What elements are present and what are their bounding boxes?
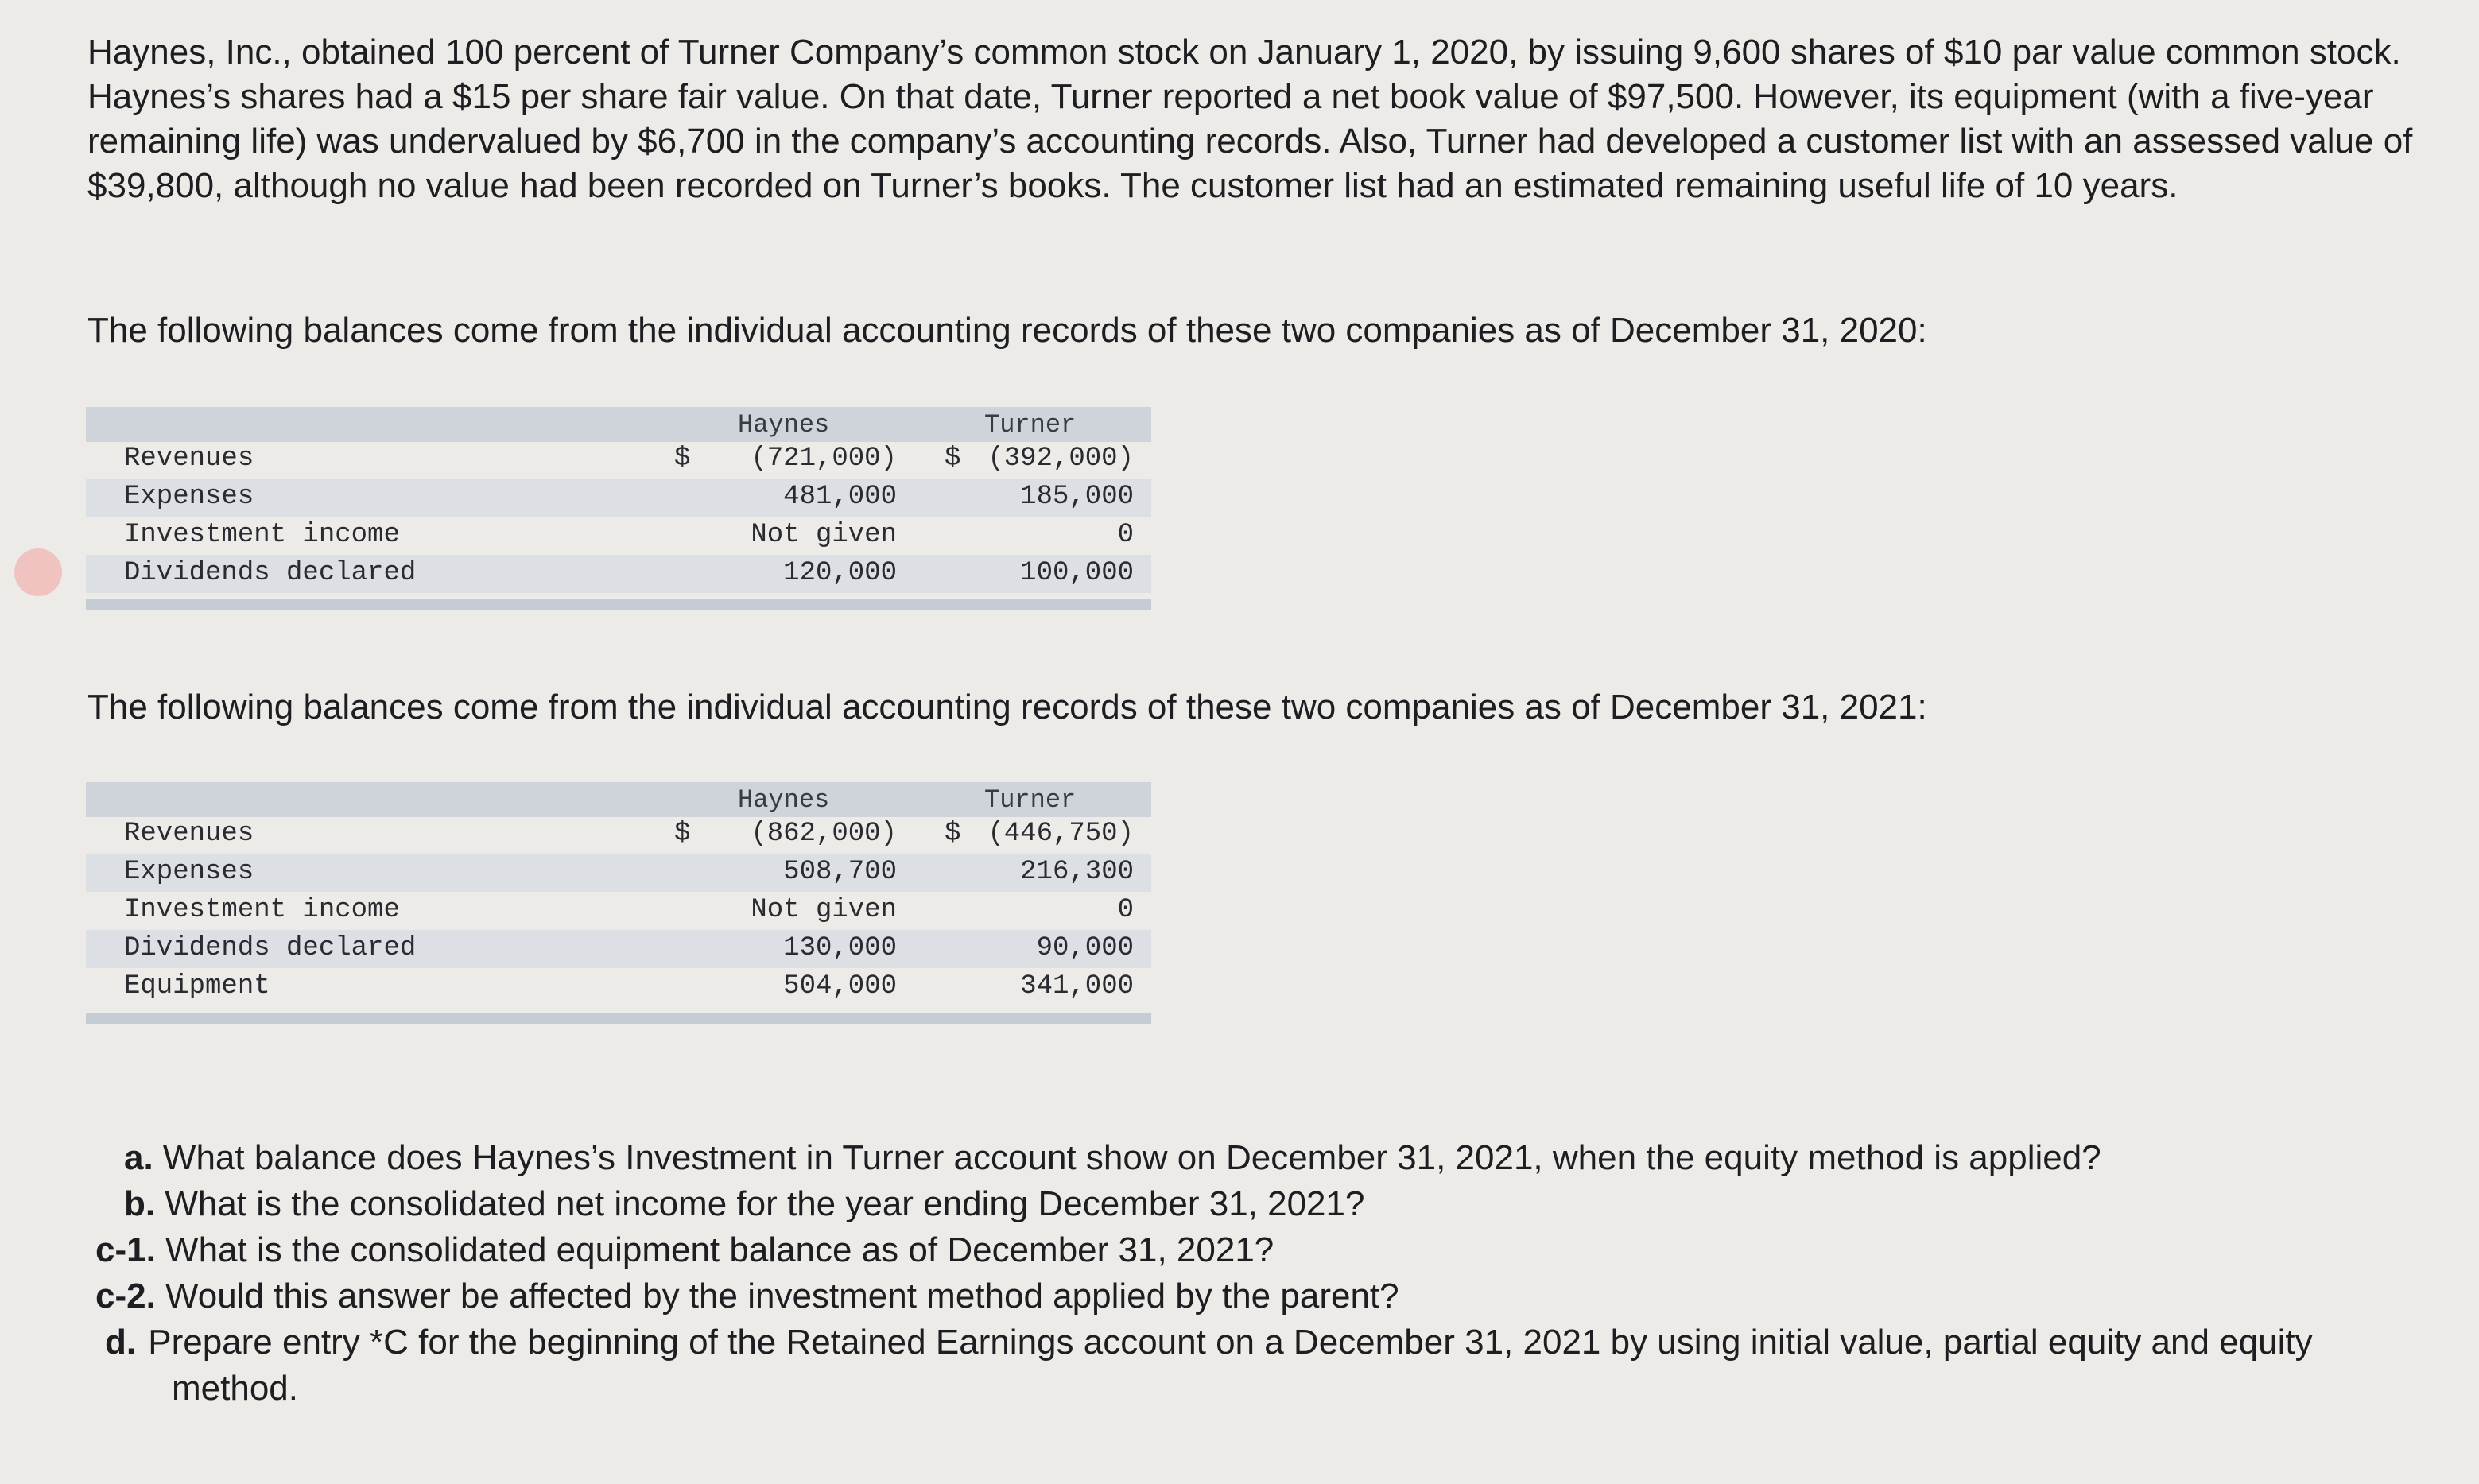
haynes-value: Not given: [751, 520, 897, 550]
row-label: Investment income: [124, 520, 400, 550]
currency-symbol: $: [945, 444, 961, 474]
question-text: Prepare entry *C for the beginning of the Retained Earnings account on a December 31, 2021 by using initial value, partial equity and equity method.: [138, 1323, 2313, 1408]
table-header: [86, 404, 1151, 440]
haynes-value: (721,000): [751, 444, 897, 474]
currency-symbol: $: [674, 819, 691, 849]
question-b: [95, 1181, 2401, 1227]
table-row: [86, 479, 1151, 517]
table-footer-rule: [86, 1013, 1151, 1024]
currency-symbol: $: [674, 444, 691, 474]
question-text: What is the consolidated net income for the year ending December 31, 2021?: [155, 1184, 1365, 1223]
currency-symbol: $: [945, 819, 961, 849]
question-text: Would this answer be affected by the investment method applied by the parent?: [155, 1277, 1399, 1315]
turner-value: 216,300: [1020, 857, 1134, 887]
balances-table-2021: [86, 779, 1151, 1024]
col-header-haynes: Haynes: [738, 410, 830, 440]
turner-value: (446,750): [987, 819, 1134, 849]
row-label: Dividends declared: [124, 933, 417, 963]
haynes-value: Not given: [751, 895, 897, 925]
haynes-value: 130,000: [783, 933, 897, 963]
haynes-value: 508,700: [783, 857, 897, 887]
lead-2021: The following balances come from the individual accounting records of these two companies as of December 31, 2021:: [87, 688, 1927, 727]
table-row: [86, 854, 1151, 892]
row-label: Equipment: [124, 971, 270, 1002]
question-c1: [95, 1227, 2401, 1273]
row-label: Revenues: [124, 819, 254, 849]
table-row: [86, 892, 1151, 930]
row-label: Dividends declared: [124, 558, 417, 588]
question-text: What is the consolidated equipment balance as of December 31, 2021?: [155, 1230, 1274, 1269]
turner-value: 100,000: [1020, 558, 1134, 588]
table-row: [86, 816, 1151, 854]
table-row: [86, 968, 1151, 1006]
table-row: [86, 930, 1151, 968]
turner-value: 0: [1117, 895, 1134, 925]
table-row: [86, 517, 1151, 555]
haynes-value: (862,000): [751, 819, 897, 849]
col-header-turner: Turner: [984, 410, 1077, 440]
question-tag: b.: [124, 1184, 156, 1223]
question-c2: [95, 1273, 2401, 1319]
problem-intro: Haynes, Inc., obtained 100 percent of Turner Company’s common stock on January 1, 2020, by issuing 9,600 shares of $10 par value common stock. Haynes’s shares had a $15 per share fair value. On that date, Turner reported a net book value of $97,500. However, its equipment (with a five-year remaining life) was undervalued by $6,700 in the company’s accounting records. Also, Turner had developed a customer list with an assessed value of $39,800, although no value had been recorded on Turner’s books. The customer list had an estimated remaining useful life of 10 years.: [87, 33, 2413, 205]
lead-2020: The following balances come from the individual accounting records of these two companies as of December 31, 2020:: [87, 311, 1927, 350]
col-header-haynes: Haynes: [738, 785, 830, 815]
question-d: d. Prepare entry *C for the beginning of the Retained Earnings account on a December 31, 2021 by using initial value, partial equity and equity method.: [105, 1323, 2313, 1408]
row-label: Expenses: [124, 482, 254, 512]
question-tag: a.: [124, 1138, 153, 1177]
row-label: Investment income: [124, 895, 400, 925]
radio-icon[interactable]: [14, 548, 62, 596]
haynes-value: 481,000: [783, 482, 897, 512]
turner-value: 90,000: [1036, 933, 1134, 963]
table-row: [86, 440, 1151, 479]
question-tag: c-1.: [95, 1230, 156, 1269]
turner-value: 341,000: [1020, 971, 1134, 1002]
table-footer-rule: [86, 599, 1151, 610]
col-header-turner: Turner: [984, 785, 1077, 815]
question-a: [95, 1135, 2401, 1181]
table-header: [86, 779, 1151, 816]
haynes-value: 120,000: [783, 558, 897, 588]
turner-value: 185,000: [1020, 482, 1134, 512]
table-row: [86, 555, 1151, 593]
turner-value: (392,000): [987, 444, 1134, 474]
balances-table-2020: [86, 404, 1151, 610]
haynes-value: 504,000: [783, 971, 897, 1002]
row-label: Expenses: [124, 857, 254, 887]
question-tag: c-2.: [95, 1277, 156, 1315]
question-list: [95, 1135, 2401, 1412]
question-text: What balance does Haynes’s Investment in Turner account show on December 31, 2021, when the equity method is applied?: [153, 1138, 2101, 1177]
turner-value: 0: [1117, 520, 1134, 550]
row-label: Revenues: [124, 444, 254, 474]
